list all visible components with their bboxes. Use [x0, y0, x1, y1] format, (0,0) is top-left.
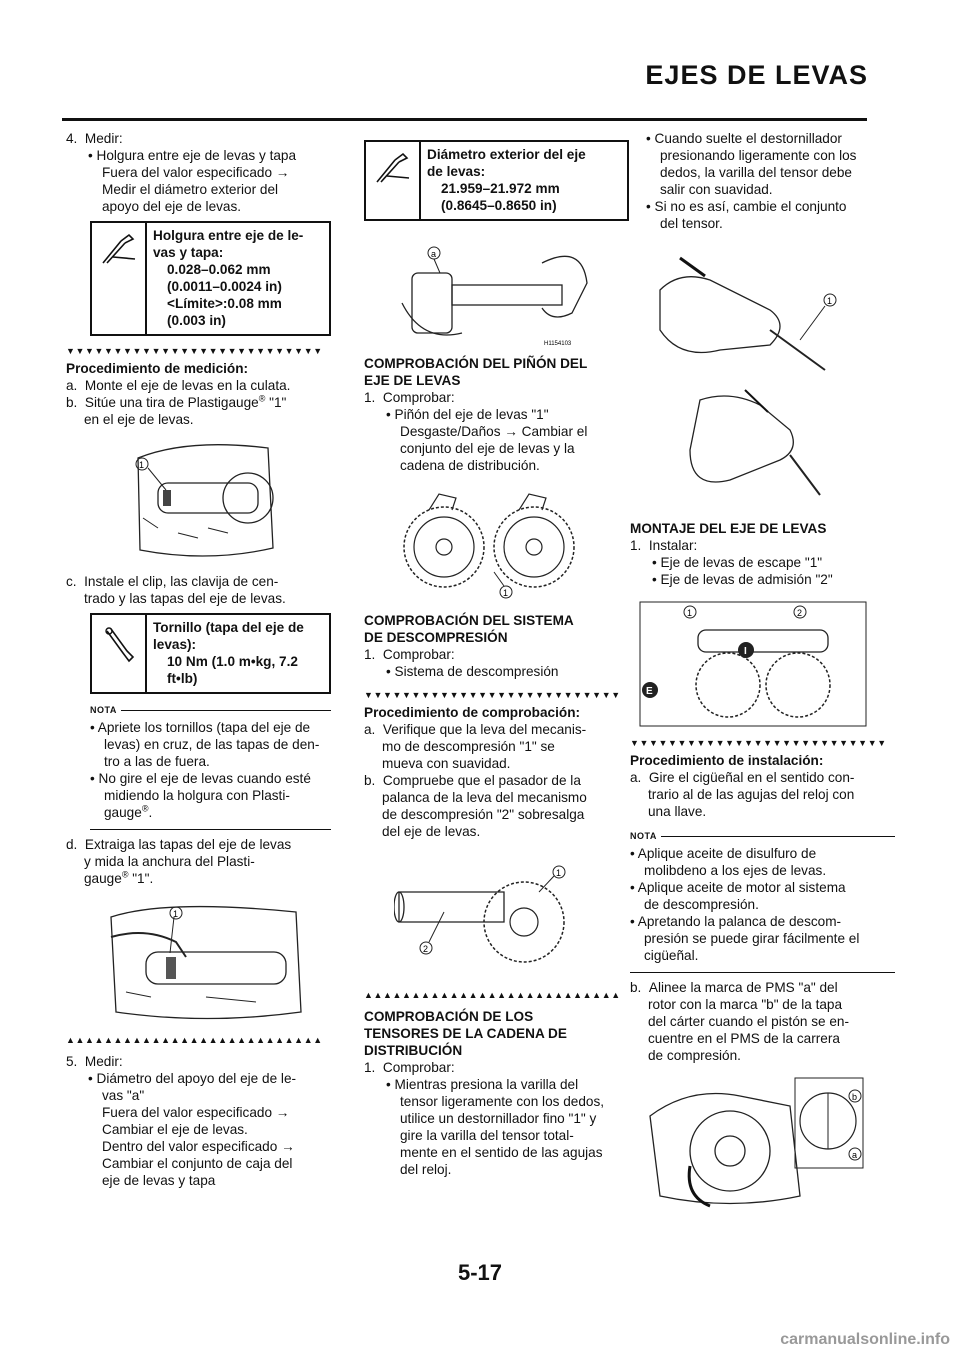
spec-box-torque	[90, 613, 331, 694]
callout-1: 1	[503, 588, 509, 598]
spec-value: 10 Nm (1.0 m•kg, 7.2	[167, 654, 298, 669]
text-line: apoyo del eje de levas.	[102, 199, 242, 214]
text-line: • Aplique aceite de motor al sistema	[630, 880, 846, 895]
callout-1: 1	[687, 608, 693, 618]
column-1	[66, 130, 331, 1189]
text-line: de compresión.	[648, 1048, 741, 1063]
text-line: Fuera del valor especificado →	[102, 1105, 290, 1120]
text-line: rotor con la marca "b" de la tapa	[648, 997, 843, 1012]
figure-micrometer	[392, 233, 592, 351]
text-line: conjunto del eje de levas y la	[400, 441, 575, 456]
text-line: • Si no es así, cambie el conjunto	[646, 199, 847, 214]
text-line: vas "a"	[102, 1088, 145, 1103]
micrometer-icon	[366, 142, 421, 219]
spec-label: Diámetro exterior del eje	[427, 147, 586, 162]
figure-camshaft-install	[638, 600, 868, 728]
text-line: Cambiar el eje de levas.	[102, 1122, 248, 1137]
spec-label: vas y tapa:	[153, 245, 224, 260]
text-line: 1. Instalar:	[630, 538, 698, 553]
callout-1: 1	[556, 868, 562, 878]
figure-camshaft-sprockets	[394, 492, 594, 600]
exhaust-mark-label: E	[646, 686, 653, 697]
text-line: tro a las de fuera.	[104, 754, 210, 769]
registered-mark: ®	[121, 869, 129, 880]
text-line: gire la varilla del tensor total-	[400, 1128, 574, 1143]
text-line: trado y las tapas del eje de levas.	[84, 591, 286, 606]
text-line: • Diámetro del apoyo del eje de le-	[88, 1071, 297, 1086]
callout-a: a	[431, 249, 437, 259]
spec-value: 0.028–0.062 mm	[167, 262, 271, 277]
column-3	[630, 130, 895, 1211]
text-line: tensor ligeramente con los dedos,	[400, 1094, 605, 1109]
text-line: salir con suavidad.	[660, 182, 773, 197]
text-line: de descompresión.	[644, 897, 759, 912]
intake-mark-label: I	[744, 646, 747, 657]
text-line: del eje de levas.	[382, 824, 481, 839]
text-span: "1".	[128, 871, 154, 886]
text-line: • Piñón del eje de levas "1"	[386, 407, 549, 422]
text-line: Cambiar el conjunto de caja del	[102, 1156, 293, 1171]
procedure-title: Procedimiento de medición:	[66, 361, 249, 376]
text-line: en el eje de levas.	[84, 412, 194, 427]
section-heading: TENSORES DE LA CADENA DE	[364, 1026, 567, 1041]
text-line: Fuera del valor especificado →	[102, 165, 290, 180]
procedure-start-marker: ▼▼▼▼▼▼▼▼▼▼▼▼▼▼▼▼▼▼▼▼▼▼▼▼▼▼▼	[66, 346, 323, 356]
spec-label: de levas:	[427, 164, 486, 179]
note-rule	[121, 710, 331, 712]
text-line: • No gire el eje de levas cuando esté	[90, 771, 311, 786]
step-5: 5. Medir:	[66, 1054, 123, 1069]
text-line: dedos, la varilla del tensor debe	[660, 165, 852, 180]
section-heading: COMPROBACIÓN DEL SISTEMA	[364, 613, 574, 628]
text-line: cadena de distribución.	[400, 458, 540, 473]
text-line: trario al de las agujas del reloj con	[648, 787, 855, 802]
registered-mark: ®	[258, 393, 266, 404]
procedure-title: Procedimiento de comprobación:	[364, 705, 581, 720]
text-line: • Mientras presiona la varilla del	[386, 1077, 579, 1092]
callout-1: 1	[173, 909, 179, 919]
text-line: eje de levas y tapa	[102, 1173, 216, 1188]
text-line: 1. Comprobar:	[364, 1060, 455, 1075]
spec-value: 21.959–21.972 mm	[441, 181, 560, 196]
note-box-1	[90, 702, 331, 830]
text-line: • Eje de levas de admisión "2"	[652, 572, 833, 587]
text-line: mo de descompresión "1" se	[382, 739, 555, 754]
text-line: 1. Comprobar:	[364, 647, 455, 662]
column-2	[364, 130, 629, 1178]
text-span: gauge	[104, 805, 142, 820]
figure-plastigauge	[128, 438, 278, 563]
text-line: • Sistema de descompresión	[386, 664, 559, 679]
text-span: gauge	[84, 871, 122, 886]
text-line: y mida la anchura del Plasti-	[84, 854, 255, 869]
section-heading: MONTAJE DEL EJE DE LEVAS	[630, 521, 827, 536]
procedure-end-marker: ▲▲▲▲▲▲▲▲▲▲▲▲▲▲▲▲▲▲▲▲▲▲▲▲▲▲▲	[66, 1035, 323, 1045]
spec-label: levas):	[153, 637, 197, 652]
text-line: d. Extraiga las tapas del eje de levas	[66, 837, 292, 852]
text-line: a. Gire el cigüeñal en el sentido con-	[630, 770, 855, 785]
text-line: Desgaste/Daños → Cambiar el	[400, 424, 588, 439]
figure-decompression	[394, 862, 584, 972]
step4-bullet: • Holgura entre eje de levas y tapa	[88, 148, 297, 163]
spec-value: (0.0011–0.0024 in)	[167, 279, 282, 294]
footer-watermark: carmanualsonline.info	[780, 1331, 950, 1348]
text-line: • Eje de levas de escape "1"	[652, 555, 823, 570]
spec-box-clearance	[90, 221, 331, 336]
text-line: palanca de la leva del mecanismo	[382, 790, 587, 805]
torque-wrench-icon	[92, 615, 147, 692]
text-line: b. Alinee la marca de PMS "a" del	[630, 980, 838, 995]
text-line: • Aplique aceite de disulfuro de	[630, 846, 817, 861]
text-line: levas) en cruz, de las tapas de den-	[104, 737, 320, 752]
section-heading: DE DESCOMPRESIÓN	[364, 630, 508, 645]
text-line: presión se puede girar fácilmente el	[644, 931, 860, 946]
spec-limit: <Límite>:0.08 mm	[167, 296, 282, 311]
procedure-start-marker: ▼▼▼▼▼▼▼▼▼▼▼▼▼▼▼▼▼▼▼▼▼▼▼▼▼▼▼	[364, 690, 621, 700]
text-line: utilice un destornillador fino "1" y	[400, 1111, 597, 1126]
text-line: Medir el diámetro exterior del	[102, 182, 279, 197]
text-line: • Apretando la palanca de descom-	[630, 914, 842, 929]
text-line	[90, 804, 331, 821]
procedure-title: Procedimiento de instalación:	[630, 753, 824, 768]
text-span: "1"	[265, 395, 287, 410]
procedure-start-marker: ▼▼▼▼▼▼▼▼▼▼▼▼▼▼▼▼▼▼▼▼▼▼▼▼▼▼▼	[630, 738, 887, 748]
callout-1: 1	[139, 460, 145, 470]
spec-label: Holgura entre eje de le-	[153, 228, 304, 243]
figure-plastigauge-measure	[106, 897, 306, 1025]
text-line: • Apriete los tornillos (tapa del eje de	[90, 720, 311, 735]
text-line: molibdeno a los ejes de levas.	[644, 863, 827, 878]
text-line: a. Verifique que la leva del mecanis-	[364, 722, 587, 737]
feeler-gauge-icon	[92, 223, 147, 334]
spec-value: (0.8645–0.8650 in)	[441, 198, 557, 213]
figure-tdc-alignment	[630, 1076, 865, 1211]
text-line: 1. Comprobar:	[364, 390, 455, 405]
section-heading: DISTRIBUCIÓN	[364, 1043, 463, 1058]
text-line: cuentre en el PMS de la carrera	[648, 1031, 840, 1046]
text-line: cigüeñal.	[644, 948, 699, 963]
text-line: mente en el sentido de las agujas	[400, 1145, 603, 1160]
section-heading: COMPROBACIÓN DEL PIÑÓN DEL	[364, 356, 588, 371]
text-line: presionando ligeramente con los	[660, 148, 857, 163]
section-heading: EJE DE LEVAS	[364, 373, 461, 388]
note-rule	[661, 836, 895, 838]
spec-box-diameter	[364, 140, 629, 221]
figure-tensor	[650, 250, 840, 510]
text-span: .	[148, 805, 153, 820]
text-line: del reloj.	[400, 1162, 452, 1177]
page-number: 5-17	[457, 1260, 503, 1285]
callout-1: 1	[827, 296, 833, 306]
callout-a: a	[852, 1150, 858, 1160]
callout-2: 2	[797, 608, 803, 618]
procedure-end-marker: ▲▲▲▲▲▲▲▲▲▲▲▲▲▲▲▲▲▲▲▲▲▲▲▲▲▲▲	[364, 990, 621, 1000]
text-line: del tensor.	[660, 216, 723, 231]
text-line: midiendo la holgura con Plasti-	[104, 788, 290, 803]
page-title: EJES DE LEVAS	[645, 60, 868, 90]
text-line: a. Monte el eje de levas en la culata.	[66, 378, 291, 393]
text-line: una llave.	[648, 804, 707, 819]
section-heading: COMPROBACIÓN DE LOS	[364, 1009, 534, 1024]
text-line	[66, 870, 331, 887]
header-rule	[62, 118, 867, 121]
text-line: c. Instale el clip, las clavija de cen-	[66, 574, 279, 589]
step-4: 4. Medir:	[66, 131, 123, 146]
text-line: del cárter cuando el pistón se en-	[648, 1014, 850, 1029]
text-span: b. Sitúe una tira de Plastigauge	[66, 395, 259, 410]
registered-mark: ®	[141, 803, 149, 814]
note-box-2	[630, 828, 895, 973]
text-line: Dentro del valor especificado →	[102, 1139, 295, 1154]
text-line: b. Compruebe que el pasador de la	[364, 773, 581, 788]
text-line: de descompresión "2" sobresalga	[382, 807, 585, 822]
text-line: mueva con suavidad.	[382, 756, 511, 771]
figure-code: H1154103	[544, 341, 572, 347]
text-line: • Cuando suelte el destornillador	[646, 131, 842, 146]
spec-label: Tornillo (tapa del eje de	[153, 620, 304, 635]
spec-value: (0.003 in)	[167, 313, 226, 328]
text-line	[66, 394, 331, 411]
callout-b: b	[852, 1092, 858, 1102]
spec-value: ft•lb)	[167, 671, 198, 686]
callout-2: 2	[423, 944, 429, 954]
note-label: NOTA	[630, 831, 657, 841]
note-label: NOTA	[90, 705, 117, 715]
